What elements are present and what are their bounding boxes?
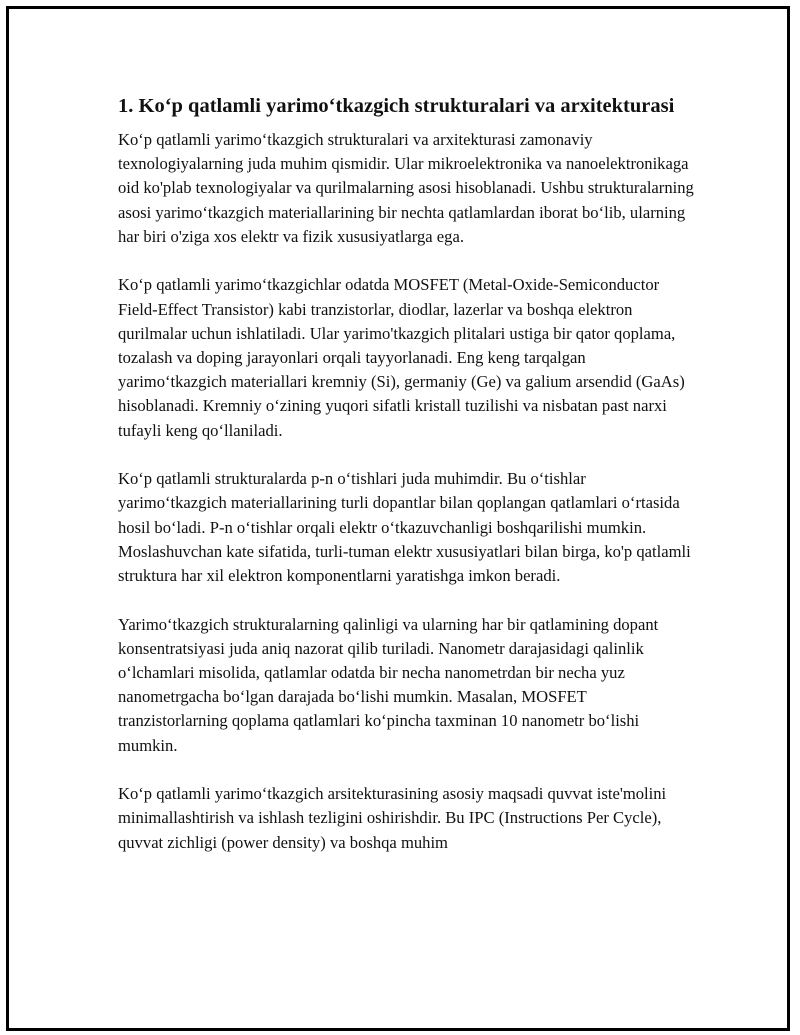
paragraph-1: Ko‘p qatlamli yarimo‘tkazgich strukturalari va arxitekturasi zamonaviy texnologiyalarning juda muhim qismidir. Ular mikroelektronika va nanoelektronikaga oid ko'plab texnologiyalar va qurilmalarning asosi hisoblanadi. Ushbu strukturalarning asosi yarimo‘tkazgich materiallarining bir nechta qatlamlardan iborat bo‘lib, ularning har biri o'ziga xos elektr va fizik xususiyatlarga ega. <box>118 130 694 246</box>
paragraph-2: Ko‘p qatlamli yarimo‘tkazgichlar odatda MOSFET (Metal-Oxide-Semiconductor Field-Effect Transistor) kabi tranzistorlar, diodlar, lazerlar va boshqa elektron qurilmalar uchun ishlatiladi. Ular yarimo'tkazgich plitalari ustiga bir qator qoplama, tozalash va doping jarayonlari orqali tayyorlanadi. Eng keng tarqalgan yarimo‘tkazgich materiallari kremniy (Si), germaniy (Ge) va galium arsendid (GaAs) hisoblanadi. Kremniy o‘zining yuqori sifatli kristall tuzilishi va nisbatan past narxi tufayli keng qo‘llaniladi. <box>118 275 685 440</box>
paragraph-5: Ko‘p qatlamli yarimo‘tkazgich arsitekturasining asosiy maqsadi quvvat iste'molini minimallashtirish va ishlash tezligini oshirishdir. Bu IPC (Instructions Per Cycle), quvvat zichligi (power density) va boshqa muhim <box>118 784 667 852</box>
paragraph-3: Ko‘p qatlamli strukturalarda p-n o‘tishlari juda muhimdir. Bu o‘tishlar yarimo‘tkazgich materiallarining turli dopantlar bilan qoplangan qatlamlari o‘rtasida hosil bo‘ladi. P-n o‘tishlar orqali elektr o‘tkazuvchanligi boshqarilishi mumkin. Moslashuvchan kate sifatida, turli-tuman elektr xususiyatlari bilan birga, ko'p qatlamli struktura har xil elektron komponentlarni yaratishga imkon beradi. <box>118 469 691 586</box>
paragraph-4: Yarimo‘tkazgich strukturalarning qalinligi va ularning har bir qatlamining dopant konsentratsiyasi juda aniq nazorat qilib turiladi. Nanometr darajasidagi qalinlik o‘lchamlari misolida, qatlamlar odatda bir necha nanometrdan bir necha yuz nanometrgacha bo‘lgan darajada bo‘lishi mumkin. Masalan, MOSFET tranzistorlarning qoplama qatlamlari ko‘pincha taxminan 10 nanometr bo‘lishi mumkin. <box>118 614 659 755</box>
document-body <box>118 92 698 879</box>
section-heading: 1. Ko‘p qatlamli yarimo‘tkazgich strukturalari va arxitekturasi <box>118 95 675 117</box>
